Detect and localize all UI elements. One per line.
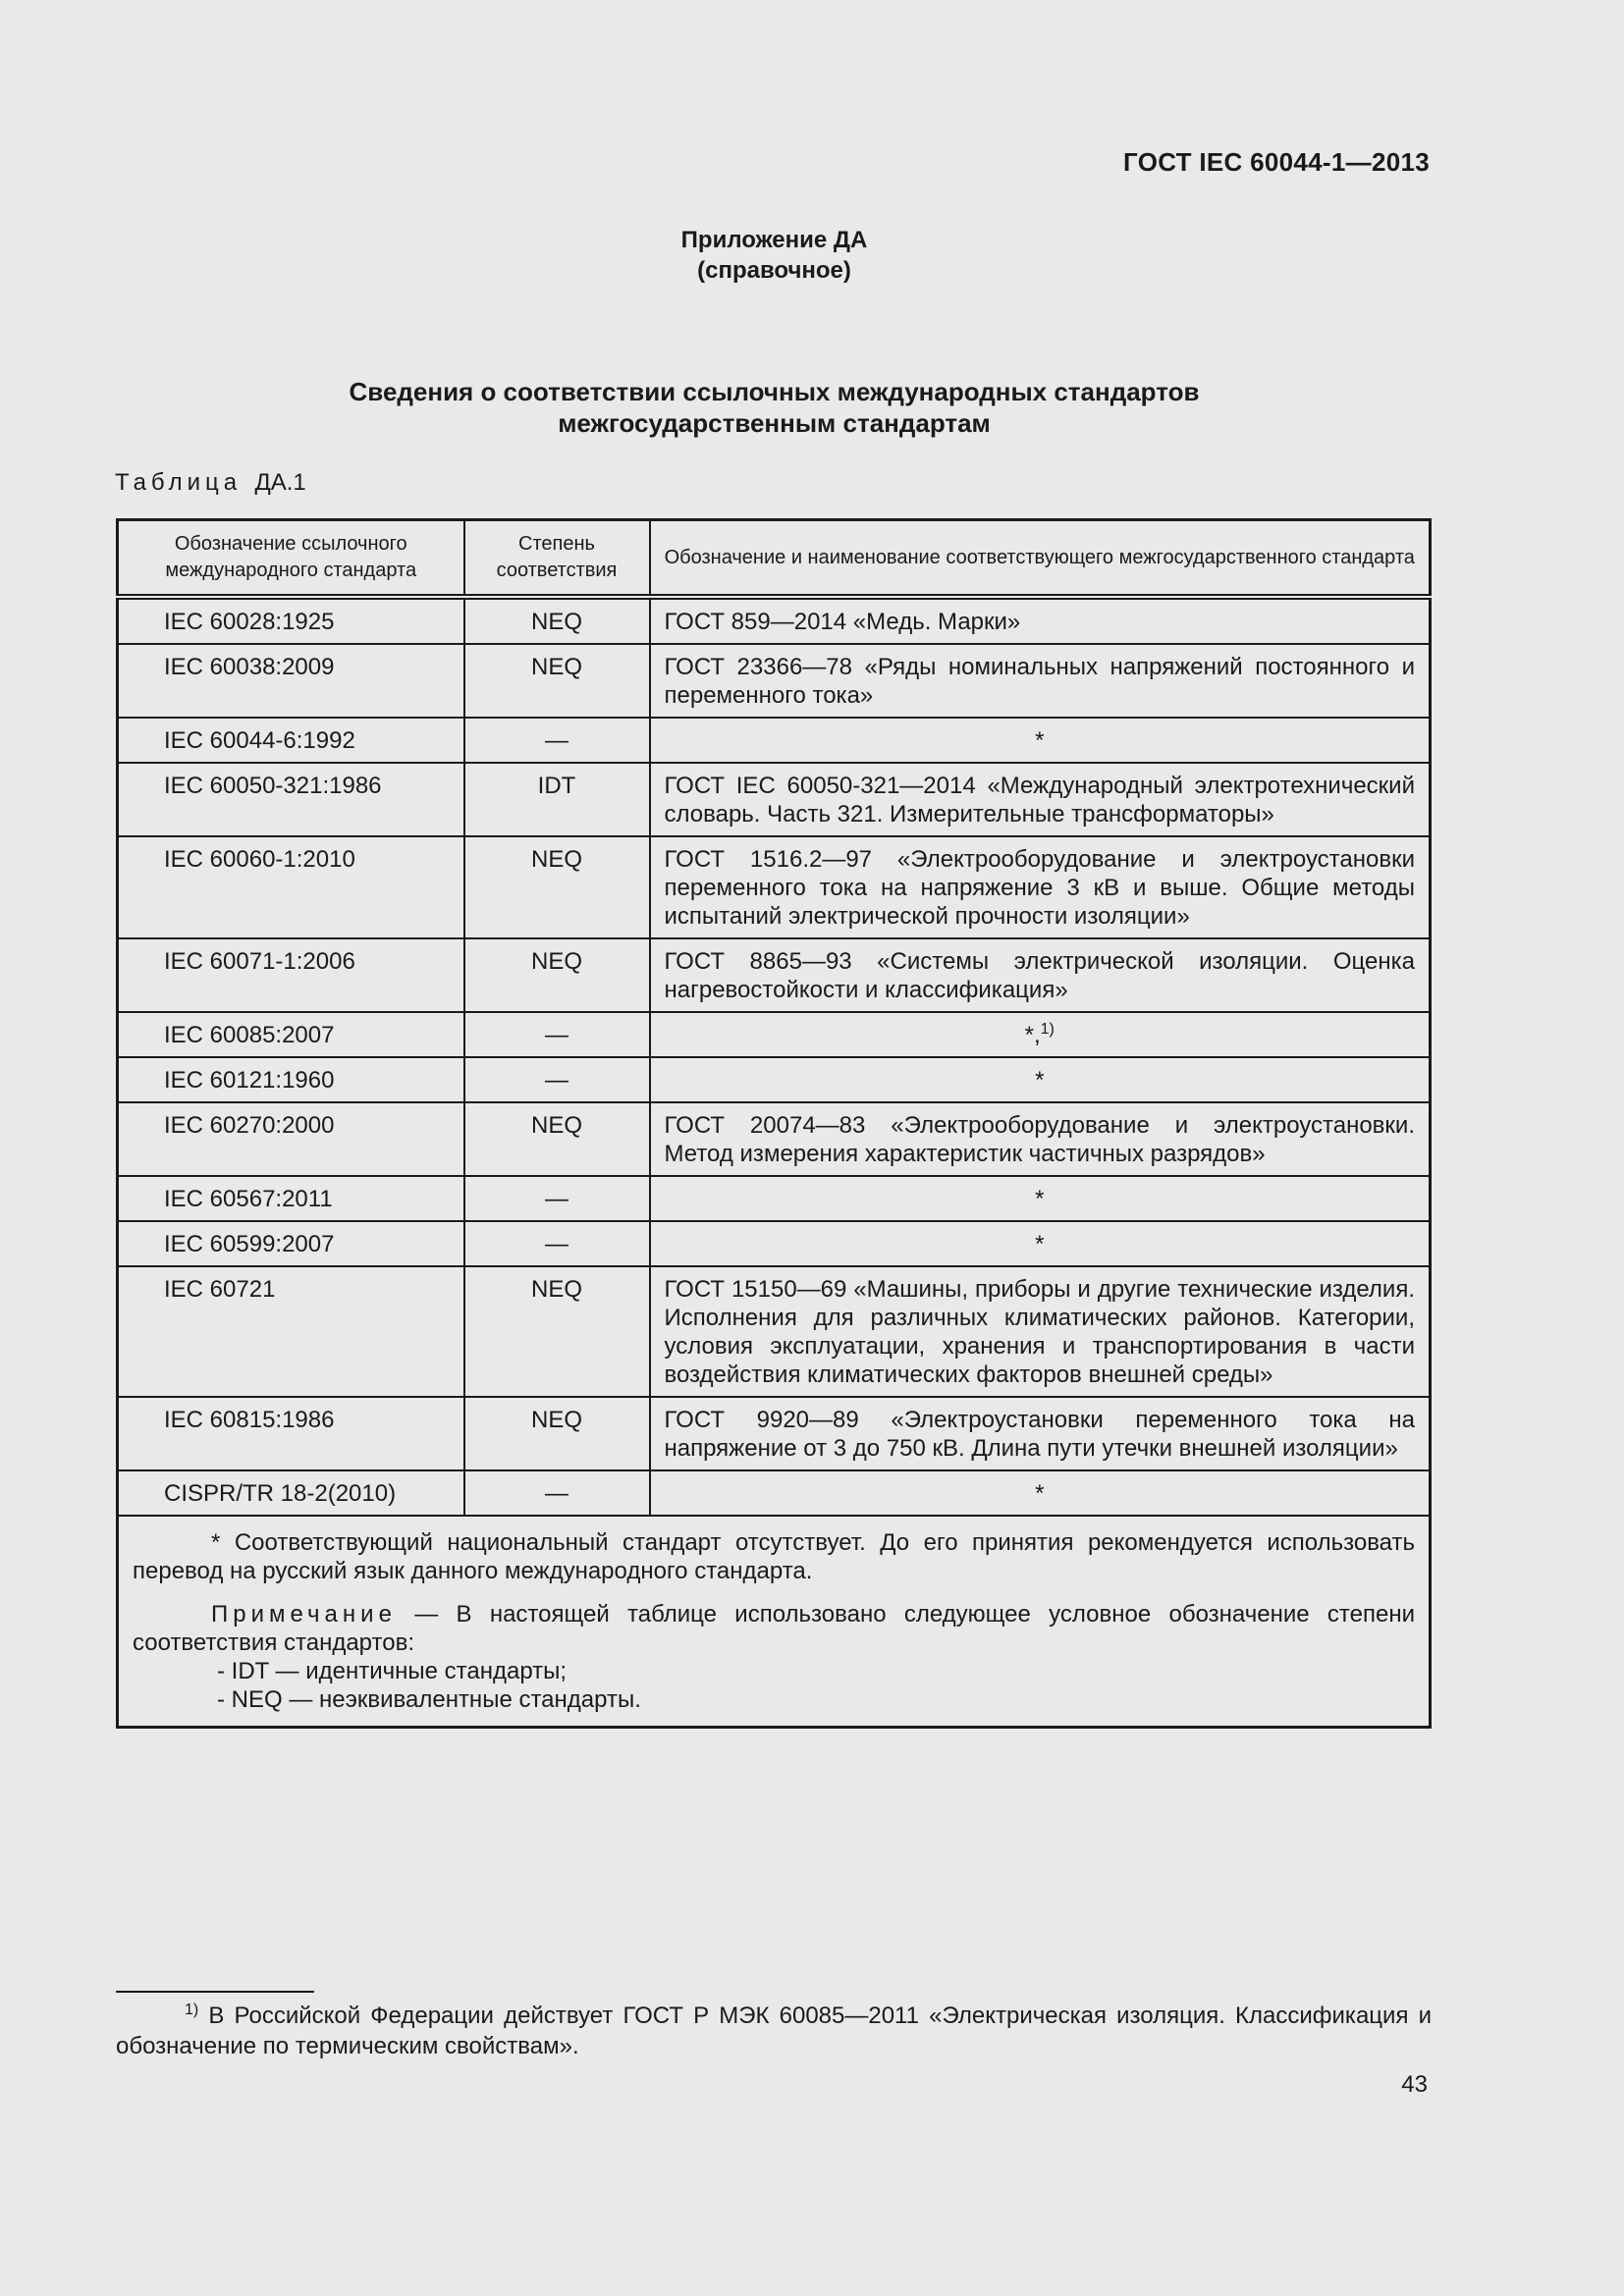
cell-international-standard: IEC 60044-6:1992 xyxy=(118,718,464,763)
cell-degree: — xyxy=(464,1176,650,1221)
cell-interstate-standard xyxy=(650,644,1431,718)
gost-text: ГОСТ 15150—69 «Машины, приборы и другие технические изделия. Исполнения для различных климатических районов. Категории, условия эксплуатации, хранения и транспортирования в части воздействия климатических факторов внешней среды» xyxy=(664,1276,1415,1388)
table-row xyxy=(118,597,1431,644)
cell-degree: — xyxy=(464,1057,650,1102)
cell-interstate-standard xyxy=(650,1102,1431,1176)
gost-text: * xyxy=(1035,1067,1045,1094)
cell-international-standard: IEC 60567:2011 xyxy=(118,1176,464,1221)
cell-degree: IDT xyxy=(464,763,650,836)
gost-text: ГОСТ 8865—93 «Системы электрической изоляции. Оценка нагревостойкости и классификация» xyxy=(664,948,1415,1003)
cell-international-standard: IEC 60038:2009 xyxy=(118,644,464,718)
header-interstate-standard: Обозначение и наименование соответствующего межгосударственного стандарта xyxy=(650,520,1431,598)
cell-degree: NEQ xyxy=(464,1266,650,1397)
cell-interstate-standard xyxy=(650,1176,1431,1221)
note-label: Примечание xyxy=(211,1601,397,1628)
cell-interstate-standard xyxy=(650,1470,1431,1516)
table-row xyxy=(118,938,1431,1012)
cell-interstate-standard xyxy=(650,1012,1431,1057)
cell-interstate-standard xyxy=(650,718,1431,763)
cell-international-standard: IEC 60270:2000 xyxy=(118,1102,464,1176)
cell-degree: NEQ xyxy=(464,1397,650,1470)
section-title-line2: межгосударственным стандартам xyxy=(558,408,991,438)
cell-international-standard: IEC 60060-1:2010 xyxy=(118,836,464,938)
table-row xyxy=(118,1102,1431,1176)
gost-text: ГОСТ 23366—78 «Ряды номинальных напряжений постоянного и переменного тока» xyxy=(664,654,1415,709)
table-row xyxy=(118,1012,1431,1057)
gost-text: ГОСТ 1516.2—97 «Электрооборудование и электроустановки переменного тока на напряжение 3 кВ и выше. Общие методы испытаний электрической прочности изоляции» xyxy=(664,846,1415,930)
table-footer-row xyxy=(118,1516,1431,1728)
cell-international-standard: CISPR/TR 18-2(2010) xyxy=(118,1470,464,1516)
annex-subtitle: (справочное) xyxy=(697,257,851,284)
table-row xyxy=(118,1470,1431,1516)
cell-international-standard: IEC 60028:1925 xyxy=(118,597,464,644)
cell-interstate-standard xyxy=(650,597,1431,644)
gost-text: ГОСТ 859—2014 «Медь. Марки» xyxy=(664,609,1021,635)
page-footnote xyxy=(116,2001,1432,2061)
table-notes xyxy=(118,1516,1431,1728)
cell-degree: NEQ xyxy=(464,1102,650,1176)
table-row xyxy=(118,644,1431,718)
cell-interstate-standard xyxy=(650,938,1431,1012)
cell-international-standard: IEC 60815:1986 xyxy=(118,1397,464,1470)
cell-interstate-standard xyxy=(650,1266,1431,1397)
gost-text: *, xyxy=(1024,1022,1041,1048)
table-row xyxy=(118,1221,1431,1266)
cell-international-standard: IEC 60071-1:2006 xyxy=(118,938,464,1012)
cell-degree: — xyxy=(464,1221,650,1266)
table-row xyxy=(118,1176,1431,1221)
cell-degree: NEQ xyxy=(464,938,650,1012)
document-header: ГОСТ IEC 60044-1—2013 xyxy=(1123,147,1430,177)
header-international-standard: Обозначение ссылочного международного стандарта xyxy=(118,520,464,598)
annex-title: Приложение ДА xyxy=(680,227,868,253)
table-caption-prefix: Таблица xyxy=(115,469,243,496)
table-footnote: * Соответствующий национальный стандарт отсутствует. До его принятия рекомендуется использовать перевод на русский язык данного международного стандарта. xyxy=(133,1529,1415,1584)
cell-degree: — xyxy=(464,1470,650,1516)
note-text: — В настоящей таблице использовано следующее условное обозначение степени соответствия стандартов: xyxy=(133,1601,1415,1656)
cell-international-standard: IEC 60050-321:1986 xyxy=(118,763,464,836)
cell-international-standard: IEC 60121:1960 xyxy=(118,1057,464,1102)
cell-interstate-standard xyxy=(650,1057,1431,1102)
cell-international-standard: IEC 60085:2007 xyxy=(118,1012,464,1057)
gost-text: * xyxy=(1035,1186,1045,1212)
cell-interstate-standard xyxy=(650,763,1431,836)
gost-text: * xyxy=(1035,1231,1045,1257)
table-row xyxy=(118,763,1431,836)
table-row xyxy=(118,1266,1431,1397)
table-row xyxy=(118,1397,1431,1470)
note-item-idt: - IDT — идентичные стандарты; xyxy=(217,1658,568,1684)
cell-degree: — xyxy=(464,718,650,763)
gost-text: * xyxy=(1035,1480,1045,1507)
table-row xyxy=(118,1057,1431,1102)
table-caption xyxy=(115,469,306,497)
gost-text: ГОСТ IEC 60050-321—2014 «Международный электротехнический словарь. Часть 321. Измерительные трансформаторы» xyxy=(664,773,1415,828)
header-degree: Степень соответствия xyxy=(464,520,650,598)
footnote-divider xyxy=(116,1991,314,1993)
cell-degree: NEQ xyxy=(464,836,650,938)
table-note xyxy=(133,1600,1415,1657)
cell-interstate-standard xyxy=(650,1221,1431,1266)
reference-standards-table xyxy=(116,518,1432,1729)
page-footnote-marker: 1) xyxy=(185,2002,199,2018)
table-header-row xyxy=(118,520,1431,598)
gost-text: ГОСТ 9920—89 «Электроустановки переменного тока на напряжение от 3 до 750 кВ. Длина пути утечки внешней изоляции» xyxy=(664,1407,1415,1462)
section-title xyxy=(0,376,1548,439)
cell-international-standard: IEC 60599:2007 xyxy=(118,1221,464,1266)
cell-degree: NEQ xyxy=(464,597,650,644)
table-caption-id: ДА.1 xyxy=(254,469,306,496)
table-row xyxy=(118,836,1431,938)
section-title-line1: Сведения о соответствии ссылочных международных стандартов xyxy=(349,377,1200,406)
note-item-neq: - NEQ — неэквивалентные стандарты. xyxy=(217,1686,641,1713)
gost-text: * xyxy=(1035,727,1045,754)
gost-text: ГОСТ 20074—83 «Электрооборудование и электроустановки. Метод измерения характеристик частичных разрядов» xyxy=(664,1112,1415,1167)
cell-interstate-standard xyxy=(650,1397,1431,1470)
page-footnote-text: В Российской Федерации действует ГОСТ Р МЭК 60085—2011 «Электрическая изоляция. Классификация и обозначение по термическим свойствам». xyxy=(116,2002,1432,2059)
cell-degree: — xyxy=(464,1012,650,1057)
cell-interstate-standard xyxy=(650,836,1431,938)
table-row xyxy=(118,718,1431,763)
page-number: 43 xyxy=(1401,2071,1428,2098)
footnote-ref-marker: 1) xyxy=(1040,1021,1055,1038)
cell-international-standard: IEC 60721 xyxy=(118,1266,464,1397)
cell-degree: NEQ xyxy=(464,644,650,718)
